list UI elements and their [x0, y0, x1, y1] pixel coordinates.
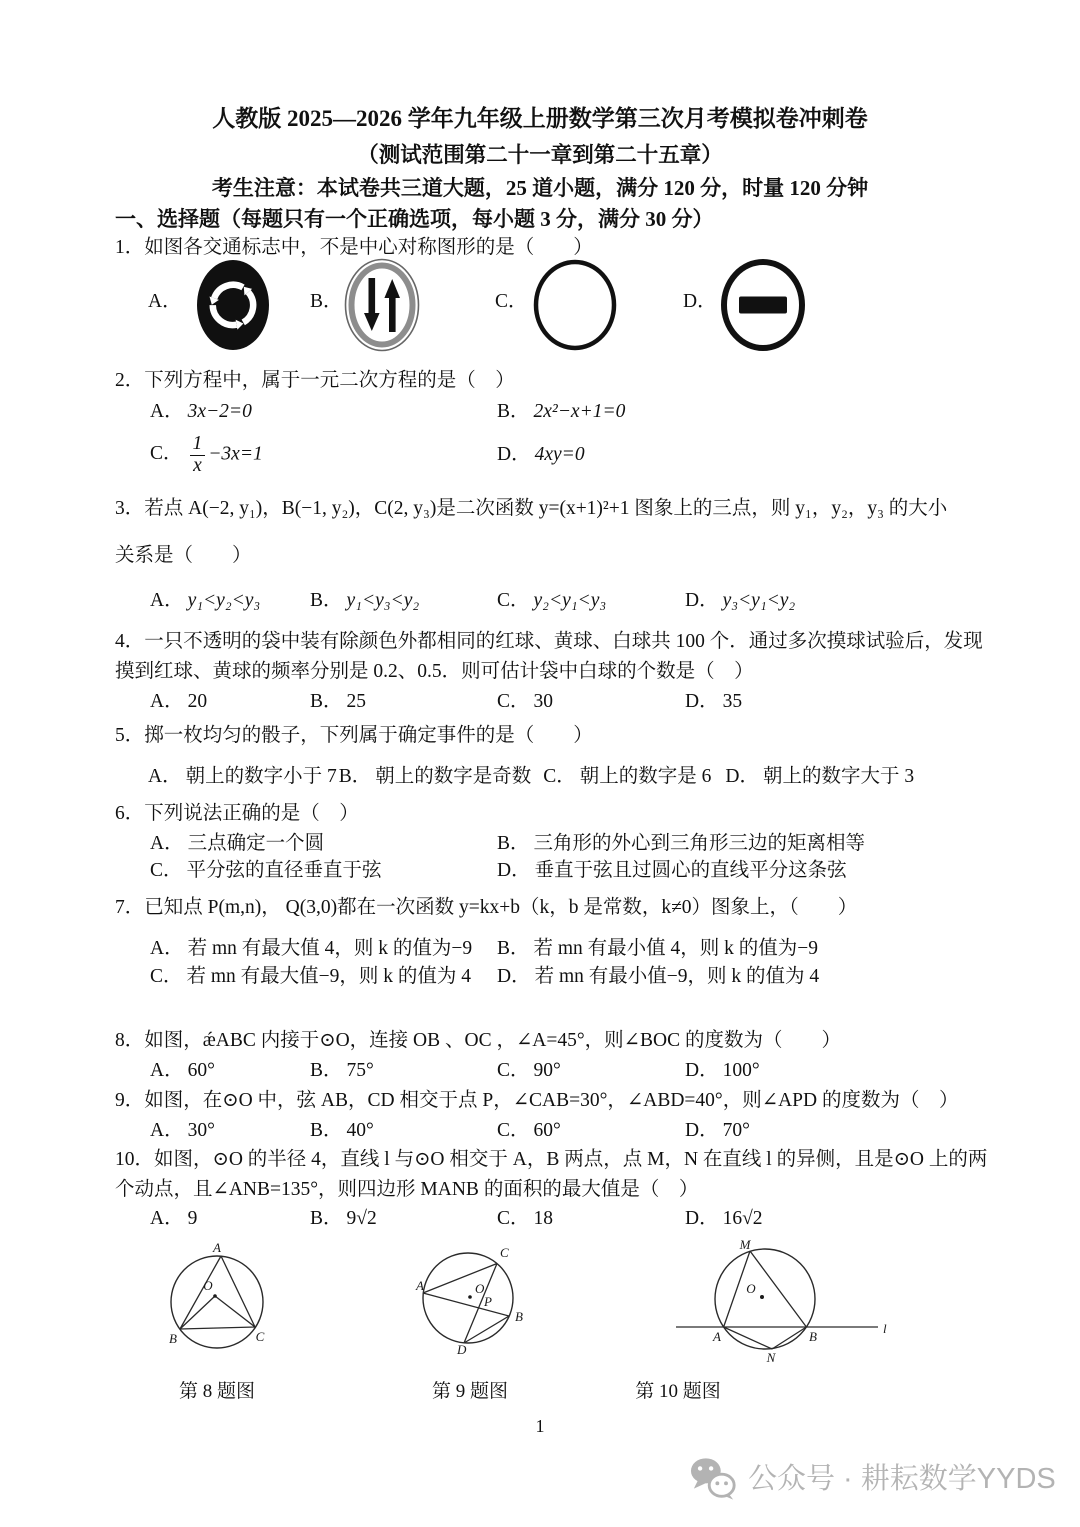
svg-text:N: N: [766, 1350, 776, 1364]
option-a: A． 朝上的数字小于 7: [148, 766, 337, 787]
option-b-label: B．: [310, 291, 343, 312]
option-c: C． 18: [497, 1208, 554, 1229]
option-d: D． 若 mn 有最小值−9，则 k 的值为 4: [497, 966, 820, 987]
svg-text:C: C: [500, 1245, 509, 1260]
question-4-stem-line1: 4．一只不透明的袋中装有除颜色外都相同的红球、黄球、白球共 100 个．通过多次摸球试验后，发现: [115, 631, 983, 652]
option-c: C． 60°: [497, 1120, 561, 1141]
option-a-label: A．: [148, 291, 182, 312]
option-c: C． 若 mn 有最大值−9，则 k 的值为 4: [150, 966, 472, 987]
svg-text:O: O: [746, 1281, 756, 1296]
question-8-stem: 8．如图，ǽABC 内接于⊙O，连接 OB 、OC ，∠A=45°，则∠BOC 的度数为（ ）: [115, 1030, 841, 1051]
option-b: B． 75°: [310, 1060, 374, 1081]
option-a: A． 若 mn 有最大值 4，则 k 的值为−9: [150, 938, 473, 959]
figure-q9-intersecting-chords: [413, 1240, 528, 1358]
question-7-options-row1: [115, 934, 1020, 964]
option-d: D． 35: [685, 691, 743, 712]
option-c-label: C．: [495, 291, 528, 312]
figure-q10-circle-with-line: [670, 1240, 905, 1364]
svg-text:B: B: [809, 1329, 817, 1344]
footer-brand: [690, 1456, 1056, 1502]
two-way-traffic-sign: [344, 257, 420, 353]
option-a: A． 20: [150, 691, 208, 712]
question-9-options: [115, 1116, 1020, 1146]
question-5-options: [115, 762, 1018, 792]
svg-text:M: M: [739, 1240, 751, 1252]
svg-text:D: D: [457, 1342, 467, 1357]
question-3-stem-line1: 3．若点 A(−2, y₁)，B(−1, y₂)，C(2, y₃)是二次函数 y=(x+1)²+1 图象上的三点，则 y₁，y₂，y₃ 的大小: [115, 498, 948, 519]
option-d: D． 16√2: [685, 1208, 763, 1229]
question-8-options: [115, 1056, 1020, 1086]
option-c: C． 90°: [497, 1060, 561, 1081]
question-2-options-row1: [115, 397, 1020, 427]
question-7-stem: 7．已知点 P(m,n)， Q(3,0)都在一次函数 y=kx+b（k，b 是常数，k≠0）图象上，（ ）: [115, 897, 858, 918]
question-3-stem-line2: 关系是（ ）: [115, 545, 252, 566]
section-heading: 一、选择题（每题只有一个正确选项，每小题 3 分，满分 30 分）: [115, 207, 714, 231]
exam-notice: 考生注意：本试卷共三道大题，25 道小题，满分 120 分，时量 120 分钟: [211, 176, 869, 200]
figure-q9-caption: 第 9 题图: [431, 1381, 509, 1402]
figure-q8-caption: 第 8 题图: [178, 1381, 256, 1402]
option-a: A． 3x−2=0: [150, 401, 252, 422]
empty-circle-sign: [532, 257, 618, 353]
option-d: D． 朝上的数字大于 3: [725, 766, 915, 787]
question-4-stem-line2: 摸到红球、黄球的频率分别是 0.2、0.5．则可估计袋中白球的个数是（ ）: [115, 661, 754, 682]
svg-text:A: A: [713, 1329, 721, 1344]
fraction: $\frac{1}{x}$: [190, 434, 206, 476]
option-d: D． 4xy=0: [497, 444, 585, 465]
svg-text:B: B: [515, 1309, 523, 1324]
figure-q8-inscribed-triangle: [165, 1240, 270, 1357]
question-10-stem-line1: 10．如图，⊙O 的半径 4，直线 l 与⊙O 相交于 A，B 两点，点 M，N 在直线 l 的异侧，且是⊙O 上的两: [115, 1149, 988, 1170]
option-d: D． 100°: [685, 1060, 760, 1081]
option-c: C． 30: [497, 691, 554, 712]
question-6-stem: 6．下列说法正确的是（ ）: [115, 803, 359, 824]
option-d-label: D．: [683, 291, 717, 312]
no-entry-sign: [720, 257, 806, 353]
figure-q10-caption: 第 10 题图: [635, 1381, 721, 1402]
svg-text:A: A: [416, 1278, 424, 1293]
question-1-stem: 1．如图各交通标志中，不是中心对称图形的是（ ）: [115, 237, 593, 258]
option-b: B． 25: [310, 691, 367, 712]
svg-text:O: O: [203, 1278, 213, 1293]
question-1-figures: [115, 257, 985, 359]
option-c: C． 朝上的数字是 6: [543, 766, 712, 787]
svg-text:B: B: [169, 1331, 177, 1346]
option-a: A． 30°: [150, 1120, 215, 1141]
question-2-options-row2: [115, 428, 1020, 482]
option-b: B． 若 mn 有最小值 4，则 k 的值为−9: [497, 938, 819, 959]
page-title: 人教版 2025—2026 学年九年级上册数学第三次月考模拟卷冲刺卷: [212, 106, 868, 131]
question-10-options: [115, 1204, 1020, 1234]
question-6-options-row2: [115, 856, 1020, 886]
roundabout-sign: [195, 257, 271, 353]
question-2-stem: 2．下列方程中，属于一元二次方程的是（ ）: [115, 370, 515, 391]
option-b: B． 40°: [310, 1120, 374, 1141]
option-b: B． 朝上的数字是奇数: [338, 766, 532, 787]
option-a: A． 9: [150, 1208, 198, 1229]
question-7-options-row2: [115, 962, 1020, 992]
option-d: D． y₃<y₁<y₂: [685, 590, 796, 611]
option-b: B． 9√2: [310, 1208, 377, 1229]
svg-text:O: O: [475, 1281, 485, 1296]
question-6-options-row1: [115, 829, 1020, 859]
svg-text:l: l: [883, 1321, 887, 1336]
footer-brand-text: 公众号 · 耕耘数学YYDS: [748, 1463, 1056, 1495]
question-5-stem: 5．掷一枚均匀的骰子，下列属于确定事件的是（ ）: [115, 725, 593, 746]
question-10-stem-line2: 个动点，且∠ANB=135°，则四边形 MANB 的面积的最大值是（ ）: [115, 1179, 699, 1200]
option-b: B． 三角形的外心到三角形三边的矩离相等: [497, 833, 866, 854]
page-subtitle: （测试范围第二十一章到第二十五章）: [357, 143, 723, 167]
option-c: C． y₂<y₁<y₃: [497, 590, 607, 611]
option-a: A． 三点确定一个圆: [150, 833, 325, 854]
option-c: C． 平分弦的直径垂直于弦: [150, 860, 382, 881]
figures-row: [115, 1240, 985, 1420]
question-9-stem: 9．如图，在⊙O 中，弦 AB，CD 相交于点 P，∠CAB=30°，∠ABD=40°，则∠APD 的度数为（ ）: [115, 1090, 959, 1111]
option-c: C． $\frac{1}{x}$ −3x=1: [150, 433, 263, 476]
option-d: D． 70°: [685, 1120, 750, 1141]
svg-text:A: A: [213, 1240, 221, 1255]
svg-text:C: C: [255, 1329, 265, 1344]
svg-text:P: P: [484, 1294, 492, 1309]
page-number: 1: [535, 1416, 545, 1436]
option-b: B． y₁<y₃<y₂: [310, 590, 420, 611]
option-a: A． y₁<y₂<y₃: [150, 590, 261, 611]
wechat-icon: [690, 1456, 738, 1502]
option-b: B． 2x²−x+1=0: [497, 401, 626, 422]
option-a: A． 60°: [150, 1060, 215, 1081]
question-3-options: [115, 586, 1020, 616]
question-4-options: [115, 687, 1020, 717]
option-d: D． 垂直于弦且过圆心的直线平分这条弦: [497, 860, 847, 881]
